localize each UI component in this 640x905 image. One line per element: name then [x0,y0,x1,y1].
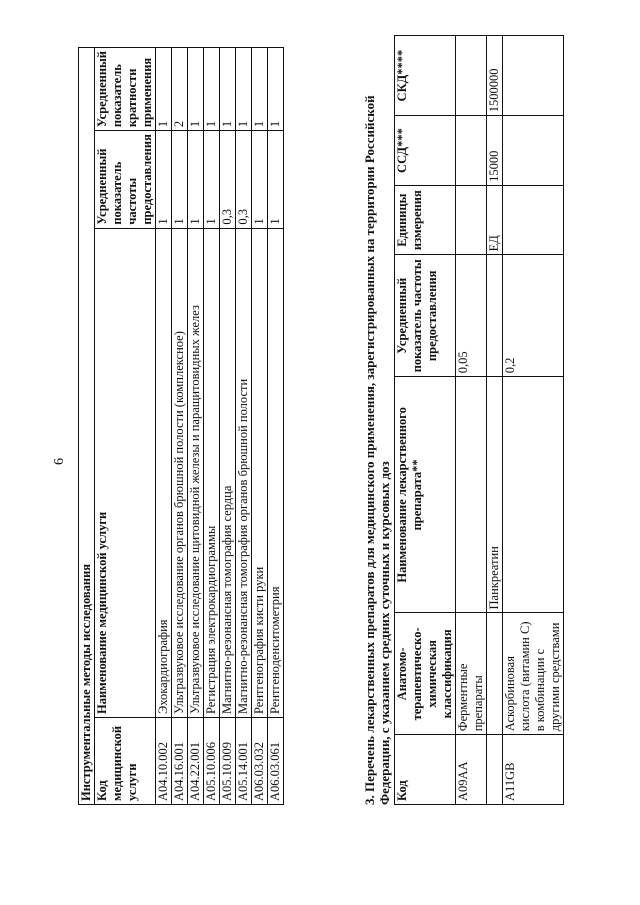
header-frequency: Усредненный показатель частоты предоставления [95,131,156,229]
cell-freq: 1 [172,131,188,229]
cell-mult: 1 [220,48,236,131]
cell-mult: 1 [204,48,220,131]
cell-code: A04.22.001 [188,718,204,805]
cell-freq: 1 [204,131,220,229]
cell-code: A06.03.032 [252,718,268,805]
cell-skd [503,36,564,116]
header-atc: Анатомо-терапевтическо-химическая классификация [395,613,456,735]
table-row [188,48,204,805]
section-title: Инструментальные методы исследования [79,48,95,805]
table-row [252,48,268,805]
cell-freq: 1 [268,131,284,229]
table-header-row [395,36,456,805]
table-row [220,48,236,805]
cell-name: Ультразвуковое исследование щитовидной железы и паращитовидных желез [188,228,204,717]
header-ssd: ССД*** [395,116,456,186]
cell-freq: 1 [188,131,204,229]
instrumental-rows [156,48,284,805]
cell-code: A04.10.002 [156,718,172,805]
cell-code: A05.10.006 [204,718,220,805]
cell-freq: 0,3 [220,131,236,229]
cell-code: A05.14.001 [236,718,252,805]
header-code: Код [395,735,456,805]
header-name: Наименование медицинской услуги [95,228,156,717]
cell-drug [456,377,487,613]
cell-code: A09AA [456,735,487,805]
cell-drug [503,377,564,613]
cell-atc: Аскорбиновая кислота (витамин С) в комбинации с другими средствами [503,613,564,735]
cell-name: Эхокардиография [156,228,172,717]
instrumental-methods-table [78,47,284,805]
table-row [204,48,220,805]
header-multiplicity: Усредненный показатель кратности применения [95,48,156,131]
cell-freq: 0,05 [456,255,487,377]
cell-name: Рентгеноденситометрия [268,228,284,717]
table-row [487,36,503,805]
cell-name: Рентгенография кисти руки [252,228,268,717]
cell-freq: 0,3 [236,131,252,229]
cell-name: Ультразвуковое исследование органов брюшной полости (комплексное) [172,228,188,717]
cell-mult: 1 [252,48,268,131]
cell-skd: 1500000 [487,36,503,116]
drugs-table [394,35,564,805]
cell-unit [456,185,487,255]
header-drug-name: Наименование лекарственного препарата** [395,377,456,613]
cell-code: A06.03.061 [268,718,284,805]
cell-ssd [503,116,564,186]
table-row [503,36,564,805]
cell-ssd: 15000 [487,116,503,186]
cell-code: A11GB [503,735,564,805]
header-code: Код медицинской услуги [95,718,156,805]
cell-drug: Панкреатин [487,377,503,613]
drugs-rows [456,36,564,805]
header-frequency: Усредненный показатель частоты предоставления [395,255,456,377]
cell-freq: 1 [156,131,172,229]
cell-unit: ЕД [487,185,503,255]
cell-name: Магнитно-резонансная томография органов брюшной полости [236,228,252,717]
cell-code: A04.16.001 [172,718,188,805]
cell-atc [487,613,503,735]
table-row [268,48,284,805]
cell-mult: 1 [156,48,172,131]
cell-freq [487,255,503,377]
cell-skd [456,36,487,116]
table-row [236,48,252,805]
cell-mult: 1 [188,48,204,131]
header-unit: Единицы измерения [395,185,456,255]
cell-mult: 1 [236,48,252,131]
table-title-row [79,48,95,805]
cell-atc: Ферментные препараты [456,613,487,735]
cell-name: Регистрация электрокардиограммы [204,228,220,717]
cell-ssd [456,116,487,186]
table-row [456,36,487,805]
table-row [172,48,188,805]
cell-name: Магнитно-резонансная томография сердца [220,228,236,717]
cell-freq: 1 [252,131,268,229]
cell-mult: 1 [268,48,284,131]
cell-code: A05.10.009 [220,718,236,805]
header-skd: СКД**** [395,36,456,116]
cell-freq: 0,2 [503,255,564,377]
cell-code [487,735,503,805]
table-header-row [95,48,156,805]
cell-unit [503,185,564,255]
table-row [156,48,172,805]
drugs-section-title: 3. Перечень лекарственных препаратов для медицинского применения, зарегистрированных на территории Российской Федерации, с указанием средних суточных и курсовых доз [362,95,392,805]
page-number: 6 [52,458,67,465]
cell-mult: 2 [172,48,188,131]
